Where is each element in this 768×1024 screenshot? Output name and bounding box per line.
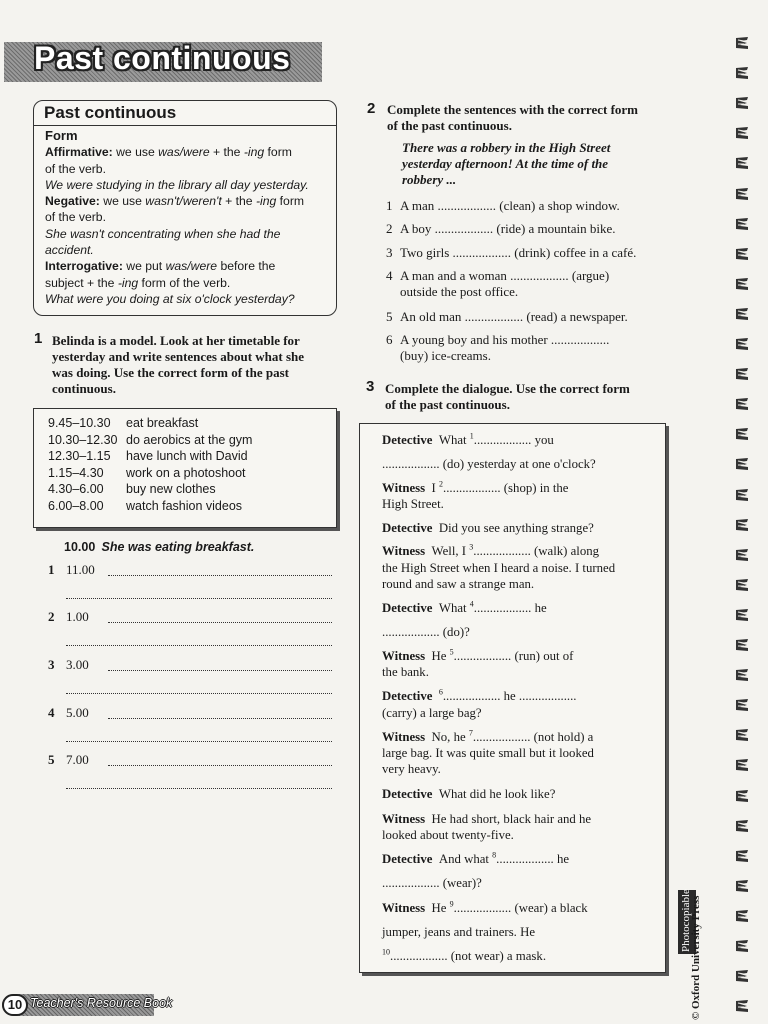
dialogue-line: Detective $^6$.................. he .................. <box>382 687 577 703</box>
negative-example-cont: accident. <box>45 243 94 258</box>
binding-mark-icon <box>734 126 750 140</box>
exercise-1-example <box>64 540 254 555</box>
page-number: 10 <box>2 994 28 1016</box>
negative-rule: Negative: we use wasn't/weren't + the -ing form <box>45 194 305 209</box>
negative-rule-cont: of the verb. <box>45 210 106 225</box>
binding-mark-icon <box>734 578 750 592</box>
binding-mark-icon <box>734 277 750 291</box>
binding-mark-icon <box>734 156 750 170</box>
exercise-2-instruction: Complete the sentences with the correct form of the past continuous. <box>387 102 639 133</box>
binding-mark-icon <box>734 96 750 110</box>
timetable-activity: buy new clothes <box>126 482 216 496</box>
answer-line[interactable] <box>66 645 332 646</box>
dialogue-line: .................. (do)? <box>382 625 470 639</box>
dialogue-line: looked about twenty-five. <box>382 828 514 842</box>
timetable-time: 9.45–10.30 <box>48 416 111 430</box>
binding-mark-icon <box>734 548 750 562</box>
exercise-3-number: 3 <box>366 378 375 395</box>
grammar-box-header <box>34 101 336 126</box>
answer-line[interactable] <box>66 693 332 694</box>
binding-mark-icon <box>734 427 750 441</box>
binding-mark-icon <box>734 789 750 803</box>
interrogative-example: What were you doing at six o'clock yesterday? <box>45 291 295 306</box>
binding-mark-icon <box>734 488 750 502</box>
grammar-box <box>33 100 337 316</box>
timetable-time: 1.15–4.30 <box>48 466 104 480</box>
binding-mark-icon <box>734 66 750 80</box>
timetable-time: 12.30–1.15 <box>48 449 111 463</box>
dialogue-line: Witness He $^9$.................. (wear) a black <box>382 899 588 915</box>
example-answer: She was eating breakfast. <box>101 540 255 554</box>
timetable-activity: eat breakfast <box>126 416 199 430</box>
dialogue-line: .................. (do) yesterday at one o'clock? <box>382 457 596 471</box>
grammar-body <box>45 128 335 307</box>
interrogative-rule-cont: subject + the -ing form of the verb. <box>45 275 231 290</box>
binding-mark-icon <box>734 217 750 231</box>
dialogue-line: High Street. <box>382 497 444 511</box>
dialogue-line: very heavy. <box>382 762 441 776</box>
binding-mark-icon <box>734 728 750 742</box>
binding-mark-icon <box>734 879 750 893</box>
binding-mark-icon <box>734 849 750 863</box>
binding-mark-icon <box>734 187 750 201</box>
binding-mark-icon <box>734 698 750 712</box>
exercise-2-number: 2 <box>367 100 376 117</box>
timetable <box>33 408 337 528</box>
binding-mark-icon <box>734 909 750 923</box>
timetable-activity: have lunch with David <box>126 449 248 463</box>
binding-mark-icon <box>734 518 750 532</box>
answer-line[interactable] <box>108 718 332 719</box>
dialogue-line: Witness He had short, black hair and he <box>382 812 592 826</box>
example-time: 10.00 <box>64 540 96 554</box>
dialogue-box <box>359 423 666 973</box>
binding-mark-icon <box>734 999 750 1013</box>
negative-example: She wasn't concentrating when she had the <box>45 226 281 241</box>
timetable-time: 10.30–12.30 <box>48 433 118 447</box>
grammar-heading: Past continuous <box>44 103 177 122</box>
copyright-text: © Oxford University Press <box>690 895 702 1020</box>
answer-line[interactable] <box>108 575 332 576</box>
binding-mark-icon <box>734 337 750 351</box>
dialogue-line: Detective What $^4$.................. he <box>382 599 547 615</box>
exercise-1-instruction: Belinda is a model. Look at her timetable for yesterday and write sentences about what she was doing. Use the correct form of the past continuous. <box>52 333 305 396</box>
dialogue-line: round and saw a strange man. <box>382 577 535 591</box>
form-label: Form <box>45 128 78 143</box>
dialogue-line: large bag. It was quite small but it looked <box>382 746 594 760</box>
dialogue-line: .................. (wear)? <box>382 876 482 890</box>
dialogue-line: Witness I $^2$.................. (shop) in the <box>382 479 569 495</box>
dialogue-line: Witness Well, I $^3$.................. (walk) along <box>382 542 600 558</box>
binding-mark-icon <box>734 307 750 321</box>
exercise-2-model: There was a robbery in the High Street yesterday afternoon! At the time of the robbery ... <box>402 140 611 187</box>
dialogue-line: the High Street when I heard a noise. I turned <box>382 561 616 575</box>
dialogue-line: $^{10}$.................. (not wear) a mask. <box>382 947 547 963</box>
answer-line[interactable] <box>66 788 332 789</box>
dialogue-line: (carry) a large bag? <box>382 706 482 720</box>
dialogue-line: Detective Did you see anything strange? <box>382 521 594 535</box>
answer-line[interactable] <box>108 765 332 766</box>
binding-mark-icon <box>734 397 750 411</box>
dialogue-line: jumper, jeans and trainers. He <box>382 925 535 939</box>
exercise-1-number: 1 <box>34 330 43 347</box>
binding-mark-icon <box>734 758 750 772</box>
photocopiable-badge: Photocopiable <box>678 890 696 954</box>
affirmative-rule-cont: of the verb. <box>45 161 106 176</box>
dialogue-line: the bank. <box>382 665 429 679</box>
page-title: Past continuous <box>34 40 291 76</box>
timetable-time: 6.00–8.00 <box>48 499 104 513</box>
binding-mark-icon <box>734 819 750 833</box>
timetable-time: 4.30–6.00 <box>48 482 104 496</box>
timetable-activity: watch fashion videos <box>126 499 243 513</box>
answer-line[interactable] <box>108 622 332 623</box>
binding-mark-icon <box>734 969 750 983</box>
binding-mark-icon <box>734 608 750 622</box>
binding-mark-icon <box>734 668 750 682</box>
timetable-activity: do aerobics at the gym <box>126 433 253 447</box>
dialogue-line: Detective What did he look like? <box>382 787 556 801</box>
affirmative-rule: Affirmative: we use was/were + the -ing form <box>45 145 292 160</box>
binding-mark-icon <box>734 367 750 381</box>
binding-mark-icon <box>734 247 750 261</box>
timetable-activity: work on a photoshoot <box>126 466 246 480</box>
binding-mark-icon <box>734 457 750 471</box>
book-title: Teacher's Resource Book <box>30 996 173 1010</box>
affirmative-example: We were studying in the library all day yesterday. <box>45 177 309 192</box>
dialogue-line: Detective What $^1$.................. you <box>382 431 554 447</box>
binding-mark-icon <box>734 36 750 50</box>
answer-line[interactable] <box>66 741 332 742</box>
dialogue-line: Witness He $^5$.................. (run) out of <box>382 647 574 663</box>
exercise-3-instruction: Complete the dialogue. Use the correct form of the past continuous. <box>385 381 630 412</box>
binding-mark-icon <box>734 939 750 953</box>
binding-mark-icon <box>734 638 750 652</box>
dialogue-line: Detective And what $^8$.................. he <box>382 850 570 866</box>
dialogue-line: Witness No, he $^7$.................. (not hold) a <box>382 728 594 744</box>
answer-line[interactable] <box>108 670 332 671</box>
answer-line[interactable] <box>66 598 332 599</box>
interrogative-rule: Interrogative: we put was/were before the <box>45 259 276 274</box>
